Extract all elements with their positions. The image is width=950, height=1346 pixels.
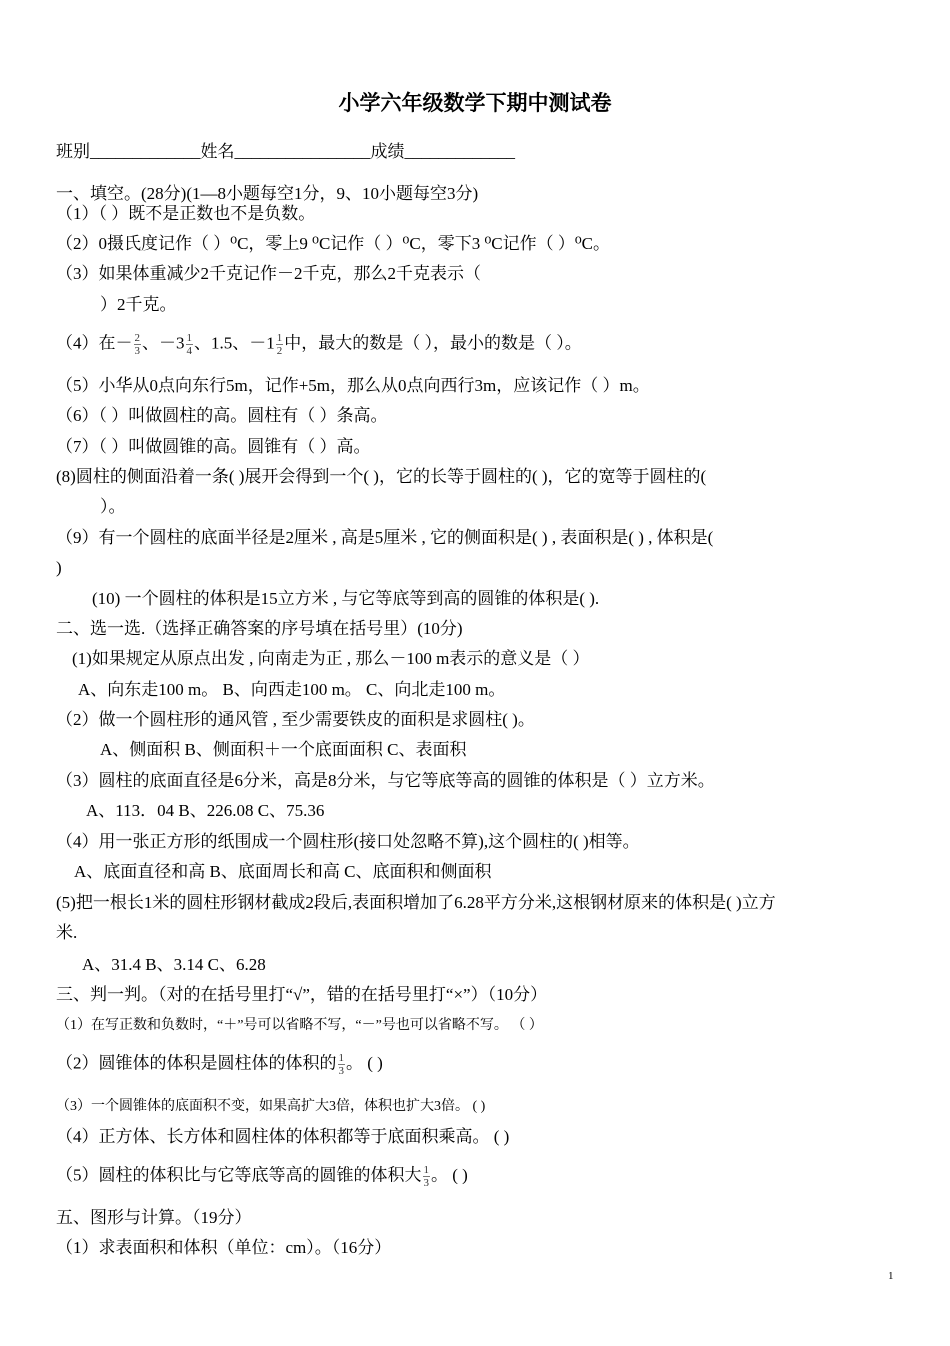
page-title: 小学六年级数学下期中测试卷 <box>338 91 612 115</box>
s3-q3: （3）一个圆锥体的底面积不变，如果高扩大3倍，体积也扩大3倍。 ( ) <box>56 1099 486 1114</box>
s1-q7: （7）（ ）叫做圆锥的高。圆锥有（ ）高。 <box>56 437 371 456</box>
s3-q2-answer: 。 ( ) <box>346 1053 383 1073</box>
s1-q5: （5）小华从0点向东行5m，记作+5m，那么从0点向西行3m，应该记作（ ）m。 <box>56 376 650 395</box>
s2-q5-options: A、31.4 B、3.14 C、6.28 <box>82 955 266 974</box>
section-1-heading: 一、填空。(28分)(1—8小题每空1分，9、10小题每空3分) <box>56 184 479 203</box>
fraction-1-3 <box>423 1164 431 1189</box>
s2-q5-line2: 米. <box>56 923 78 942</box>
fraction-1-2 <box>276 332 284 357</box>
section-3-heading: 三、判一判。（对的在括号里打“√”，错的在括号里打“×”）（10分） <box>56 985 548 1004</box>
fraction-denominator: 3 <box>423 1177 429 1189</box>
fraction-denominator: 3 <box>338 1065 344 1077</box>
fraction-numerator: 1 <box>423 1164 429 1176</box>
s1-q9-line1: （9）有一个圆柱的底面半径是2厘米 , 高是5厘米 , 它的侧面积是( ) , 表面积是( ) , 体积是( <box>56 528 714 547</box>
s2-q2: （2）做一个圆柱形的通风管 , 至少需要铁皮的面积是求圆柱( )。 <box>56 710 535 729</box>
fraction-numerator: 2 <box>134 332 140 344</box>
s1-q4 <box>56 332 582 357</box>
fraction-numerator: 1 <box>276 332 283 344</box>
s3-q5-answer: 。 ( ) <box>431 1165 468 1185</box>
s1-q4-part2: 、－3 <box>142 333 185 353</box>
fraction-denominator: 4 <box>186 345 192 357</box>
student-info-line: 班别_____________姓名________________成绩_____________ <box>56 142 515 161</box>
s3-q2 <box>56 1052 383 1077</box>
s1-q3-line2: ）2千克。 <box>100 295 177 314</box>
s5-q1: （1）求表面积和体积（单位：cm）。（16分） <box>56 1238 392 1257</box>
s1-q9-line2: ) <box>56 558 62 577</box>
fraction-numerator: 1 <box>338 1052 344 1064</box>
fraction-1-3 <box>338 1052 346 1077</box>
s3-q5-text: （5）圆柱的体积比与它等底等高的圆锥的体积大 <box>56 1165 422 1185</box>
s2-q4-options: A、底面直径和高 B、底面周长和高 C、底面积和侧面积 <box>74 862 492 881</box>
s2-q1: (1)如果规定从原点出发 , 向南走为正 , 那么－100 m表示的意义是（ ） <box>72 649 590 668</box>
section-5-heading: 五、图形与计算。（19分） <box>56 1208 252 1227</box>
s2-q3-options: A、113．04 B、226.08 C、75.36 <box>86 801 325 820</box>
s1-q10: (10) 一个圆柱的体积是15立方米 , 与它等底等到高的圆锥的体积是( ). <box>92 589 600 608</box>
s3-q1: （1）在写正数和负数时，“＋”号可以省略不写，“－”号也可以省略不写。 （ ） <box>56 1018 543 1033</box>
s2-q2-options: A、侧面积 B、侧面积＋一个底面面积 C、表面积 <box>100 740 467 759</box>
s1-q2: （2）0摄氏度记作（ ）⁰C，零上9 ⁰C记作（ ）⁰C，零下3 ⁰C记作（ ）⁰C。 <box>56 234 611 253</box>
s2-q1-options: A、向东走100 m。 B、向西走100 m。 C、向北走100 m。 <box>78 680 506 699</box>
fraction-denominator: 3 <box>134 345 140 357</box>
s1-q4-part3: 、1.5、－1 <box>194 333 275 353</box>
fraction-numerator: 1 <box>186 332 192 344</box>
s3-q5 <box>56 1164 468 1189</box>
fraction-2-3 <box>134 332 142 357</box>
s1-q6: （6）（ ）叫做圆柱的高。圆柱有（ ）条高。 <box>56 406 388 425</box>
fraction-denominator: 2 <box>276 345 283 357</box>
fraction-1-4 <box>186 332 194 357</box>
s1-q8-line1: (8)圆柱的侧面沿着一条( )展开会得到一个( )，它的长等于圆柱的( )，它的宽等于圆柱的( <box>56 467 707 486</box>
page-number: 1 <box>888 1270 894 1282</box>
s1-q1: （1）（ ）既不是正数也不是负数。 <box>56 204 316 223</box>
s3-q4: （4）正方体、长方体和圆柱体的体积都等于底面积乘高。 ( ) <box>56 1127 510 1146</box>
s1-q4-part4: 中，最大的数是（ ），最小的数是（ ）。 <box>284 333 582 353</box>
s2-q4: （4）用一张正方形的纸围成一个圆柱形(接口处忽略不算),这个圆柱的( )相等。 <box>56 832 640 851</box>
s1-q4-part1: （4）在－ <box>56 333 133 353</box>
s3-q2-text: （2）圆锥体的体积是圆柱体的体积的 <box>56 1053 337 1073</box>
s2-q3: （3）圆柱的底面直径是6分米，高是8分米，与它等底等高的圆锥的体积是（ ）立方米。 <box>56 771 715 790</box>
s1-q8-line2: ）。 <box>100 497 126 516</box>
s2-q5-line1: (5)把一根长1米的圆柱形钢材截成2段后,表面积增加了6.28平方分米,这根钢材原来的体积是( )立方 <box>56 893 776 912</box>
section-2-heading: 二、选一选.（选择正确答案的序号填在括号里）(10分) <box>56 619 463 638</box>
s1-q3-line1: （3）如果体重减少2千克记作－2千克，那么2千克表示（ <box>56 264 481 283</box>
